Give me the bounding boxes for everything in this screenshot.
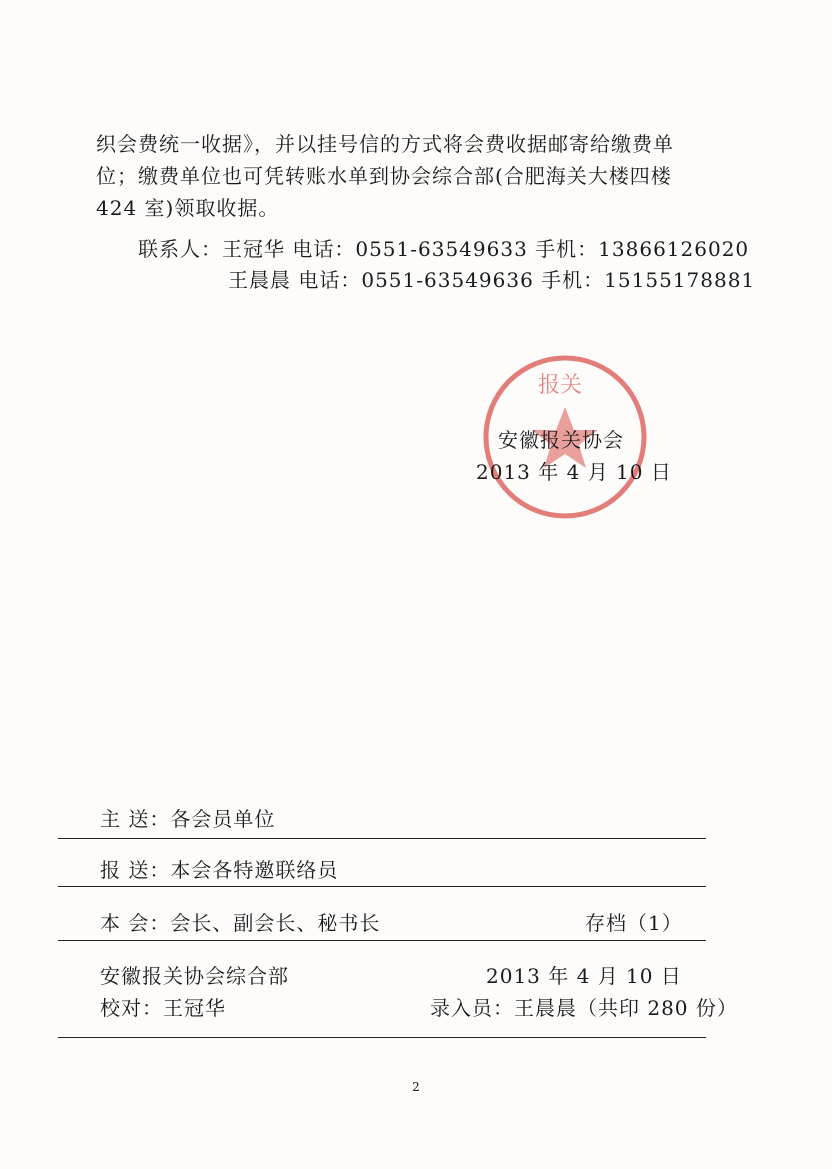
para-line: 织会费统一收据》，并以挂号信的方式将会费收据邮寄给缴费单 xyxy=(96,132,674,156)
divider xyxy=(58,940,706,941)
signature-org: 安徽报关协会 xyxy=(498,428,624,452)
archive-count: 存档（1） xyxy=(585,911,683,935)
contact-line-2: 王晨晨 电话：0551-63549636 手机：15155178881 xyxy=(228,268,756,292)
proofreader: 校对：王冠华 xyxy=(100,996,226,1020)
divider xyxy=(58,1037,706,1038)
contact-line-1: 联系人：王冠华 电话：0551-63549633 手机：13866126020 xyxy=(138,237,750,261)
para-line: 位；缴费单位也可凭转账水单到协会综合部(合肥海关大楼四楼 xyxy=(96,164,672,188)
page-number: 2 xyxy=(412,1080,420,1094)
signature-date: 2013 年 4 月 10 日 xyxy=(476,460,672,484)
para-line: 424 室)领取收据。 xyxy=(96,196,280,220)
main-send: 主 送：各会员单位 xyxy=(100,807,276,831)
body-paragraph xyxy=(96,128,736,224)
issuing-dept: 安徽报关协会综合部 xyxy=(100,964,289,988)
seal-char: 报关 xyxy=(538,373,583,398)
issue-date: 2013 年 4 月 10 日 xyxy=(486,964,682,988)
divider xyxy=(58,886,706,887)
divider xyxy=(58,838,706,839)
cc-line: 本 会：会长、副会长、秘书长 xyxy=(100,911,381,935)
report-send: 报 送：本会各特邀联络员 xyxy=(100,858,339,882)
typist: 录入员：王晨晨（共印 280 份） xyxy=(430,996,738,1020)
